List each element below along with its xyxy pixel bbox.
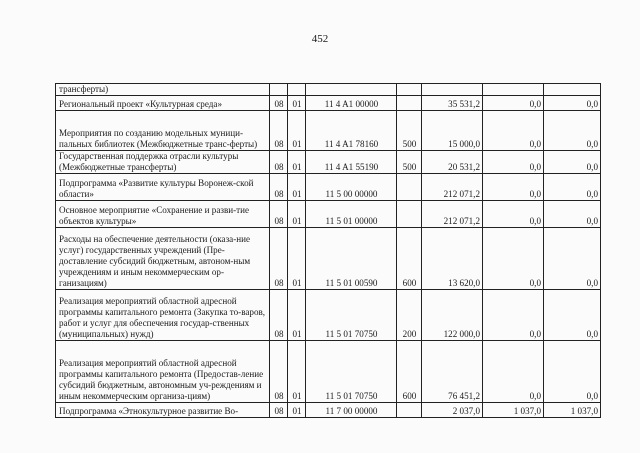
cell-sum2: 0,0 [483,174,544,201]
cell-pr: 01 [288,403,306,418]
cell-sum3: 0,0 [544,174,601,201]
table-row [56,111,601,151]
cell-sum2 [483,84,544,96]
cell-pr: 01 [288,341,306,403]
cell-vr [397,96,422,111]
cell-vr: 200 [397,290,422,341]
cell-sum1: 122 000,0 [422,290,483,341]
cell-csr: 11 5 01 00590 [306,228,397,290]
cell-pr: 01 [288,174,306,201]
budget-table [55,83,601,418]
cell-vr: 500 [397,111,422,151]
cell-pr: 01 [288,228,306,290]
cell-sum2: 0,0 [483,151,544,174]
cell-sum2: 0,0 [483,228,544,290]
table-row [56,290,601,341]
cell-name: Реализация мероприятий областной адресной программы капитального ремонта (Предостав-ление субсидий бюджетным, автономным уч-реждениям и иным некоммерческим организа-циям) [56,341,270,403]
table-row [56,174,601,201]
cell-sum3: 0,0 [544,111,601,151]
cell-sum3: 0,0 [544,151,601,174]
cell-rz: 08 [270,403,288,418]
cell-csr: 11 4 A1 78160 [306,111,397,151]
cell-name: Подпрограмма «Развитие культуры Воронеж-ской области» [56,174,270,201]
cell-name: Региональный проект «Культурная среда» [56,96,270,111]
cell-csr: 11 7 00 00000 [306,403,397,418]
table-row [56,96,601,111]
cell-csr: 11 5 00 00000 [306,174,397,201]
cell-sum1: 35 531,2 [422,96,483,111]
cell-vr: 600 [397,228,422,290]
cell-pr: 01 [288,290,306,341]
cell-csr: 11 4 A1 55190 [306,151,397,174]
cell-sum3 [544,84,601,96]
cell-rz: 08 [270,111,288,151]
cell-rz: 08 [270,341,288,403]
cell-sum3: 0,0 [544,201,601,228]
table-row [56,151,601,174]
table-row [56,84,601,96]
table-row [56,341,601,403]
cell-sum1: 76 451,2 [422,341,483,403]
cell-vr [397,174,422,201]
cell-name: трансферты) [56,84,270,96]
page-number: 452 [311,33,329,45]
cell-sum3: 0,0 [544,96,601,111]
table-row [56,228,601,290]
cell-sum1: 13 620,0 [422,228,483,290]
cell-rz: 08 [270,96,288,111]
cell-pr: 01 [288,201,306,228]
cell-sum2: 1 037,0 [483,403,544,418]
cell-sum1: 212 071,2 [422,201,483,228]
cell-sum1: 15 000,0 [422,111,483,151]
cell-pr: 01 [288,151,306,174]
cell-name: Государственная поддержка отрасли культуры (Межбюджетные трансферты) [56,151,270,174]
cell-csr: 11 5 01 70750 [306,290,397,341]
cell-sum1: 2 037,0 [422,403,483,418]
cell-vr [397,84,422,96]
cell-vr: 600 [397,341,422,403]
cell-name: Реализация мероприятий областной адресной программы капитального ремонта (Закупка то-варов, работ и услуг для обеспечения государ-ственных (муниципальных) нужд) [56,290,270,341]
cell-rz: 08 [270,174,288,201]
cell-rz: 08 [270,201,288,228]
cell-csr: 11 5 01 00000 [306,201,397,228]
cell-csr [306,84,397,96]
cell-name: Подпрограмма «Этнокультурное развитие Во- [56,403,270,418]
cell-csr: 11 4 A1 00000 [306,96,397,111]
cell-sum2: 0,0 [483,341,544,403]
cell-sum3: 0,0 [544,341,601,403]
cell-sum1: 212 071,2 [422,174,483,201]
cell-name: Мероприятия по созданию модельных муници-пальных библиотек (Межбюджетные транс-ферты) [56,111,270,151]
cell-vr [397,201,422,228]
cell-rz: 08 [270,290,288,341]
cell-sum2: 0,0 [483,111,544,151]
cell-pr [288,84,306,96]
cell-name: Основное мероприятие «Сохранение и разви-тие объектов культуры» [56,201,270,228]
cell-rz [270,84,288,96]
cell-sum2: 0,0 [483,96,544,111]
cell-sum2: 0,0 [483,290,544,341]
cell-sum1 [422,84,483,96]
cell-sum3: 0,0 [544,228,601,290]
cell-vr [397,403,422,418]
cell-sum1: 20 531,2 [422,151,483,174]
cell-sum3: 0,0 [544,290,601,341]
cell-sum2: 0,0 [483,201,544,228]
cell-name: Расходы на обеспечение деятельности (оказа-ние услуг) государственных учреждений (Пре-доставление субсидий бюджетным, автоном-ным учреждениям и иным некоммерческим ор-ганизациям) [56,228,270,290]
cell-csr: 11 5 01 70750 [306,341,397,403]
cell-pr: 01 [288,111,306,151]
cell-sum3: 1 037,0 [544,403,601,418]
cell-vr: 500 [397,151,422,174]
cell-rz: 08 [270,151,288,174]
cell-rz: 08 [270,228,288,290]
table-row [56,201,601,228]
cell-pr: 01 [288,96,306,111]
table-row [56,403,601,418]
